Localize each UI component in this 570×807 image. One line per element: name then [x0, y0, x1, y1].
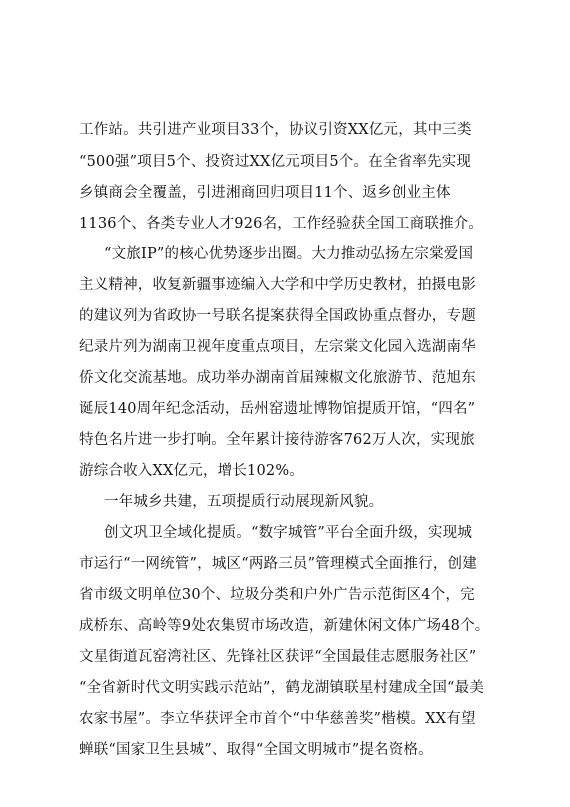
paragraph-line: “文旅IP”的核心优势逐步出圈。大力推动弘扬左宗棠爱国	[104, 246, 474, 262]
paragraph-line: 乡镇商会全覆盖，引进湘商回归项目11个、返乡创业主体	[79, 185, 451, 201]
paragraph-line: 农家书屋”。李立华获评全市首个“中华慈善奖”楷模。XX有望	[79, 711, 476, 727]
paragraph-line: 工作站。共引进产业项目33个，协议引资XX亿元，其中三类	[79, 122, 472, 138]
paragraph-line: 特色名片进一步打响。全年累计接待游客762万人次，实现旅	[79, 432, 475, 448]
paragraph-line: 侨文化交流基地。成功举办湖南首届辣椒文化旅游节、范旭东	[79, 370, 476, 386]
paragraph-line: “500强”项目5个、投资过XX亿元项目5个。在全省率先实现	[79, 154, 472, 170]
paragraph-line: 蝉联“国家卫生县城”、取得“全国文明城市”提名资格。	[79, 742, 433, 758]
section-heading: 一年城乡共建，五项提质行动展现新风貌。	[104, 494, 384, 510]
paragraph-line: “全省新时代文明实践示范站”，鹤龙湖镇联星村建成全国“最美	[79, 680, 485, 696]
paragraph-line: 创文巩卫全域化提质。“数字城管”平台全面升级，实现城	[104, 525, 473, 541]
paragraph-line: 成桥东、高岭等9处农集贸市场改造，新建休闲文体广场48个。	[79, 618, 490, 634]
paragraph-line: 主义精神，收复新疆事迹编入大学和中学历史教材，拍摄电影	[79, 277, 476, 293]
paragraph-line: 的建议列为省政协一号联名提案获得全国政协重点督办，专题	[79, 308, 476, 324]
paragraph-line: 省市级文明单位30个、垃圾分类和户外广告示范街区4个，完	[79, 587, 475, 603]
paragraph-line: 纪录片列为湖南卫视年度重点项目，左宗棠文化园入选湖南华	[79, 339, 476, 355]
paragraph-line: 文星街道瓦窑湾社区、先锋社区获评“全国最佳志愿服务社区”	[79, 649, 477, 665]
paragraph-line: 市运行“一网统管”，城区“两路三员”管理模式全面推行，创建	[79, 556, 477, 572]
paragraph-line: 游综合收入XX亿元，增长102%。	[79, 463, 304, 479]
paragraph-line: 1136个、各类专业人才926名，工作经验获全国工商联推介。	[79, 216, 484, 232]
paragraph-line: 诞辰140周年纪念活动，岳州窑遗址博物馆提质开馆，“四名”	[79, 401, 476, 417]
